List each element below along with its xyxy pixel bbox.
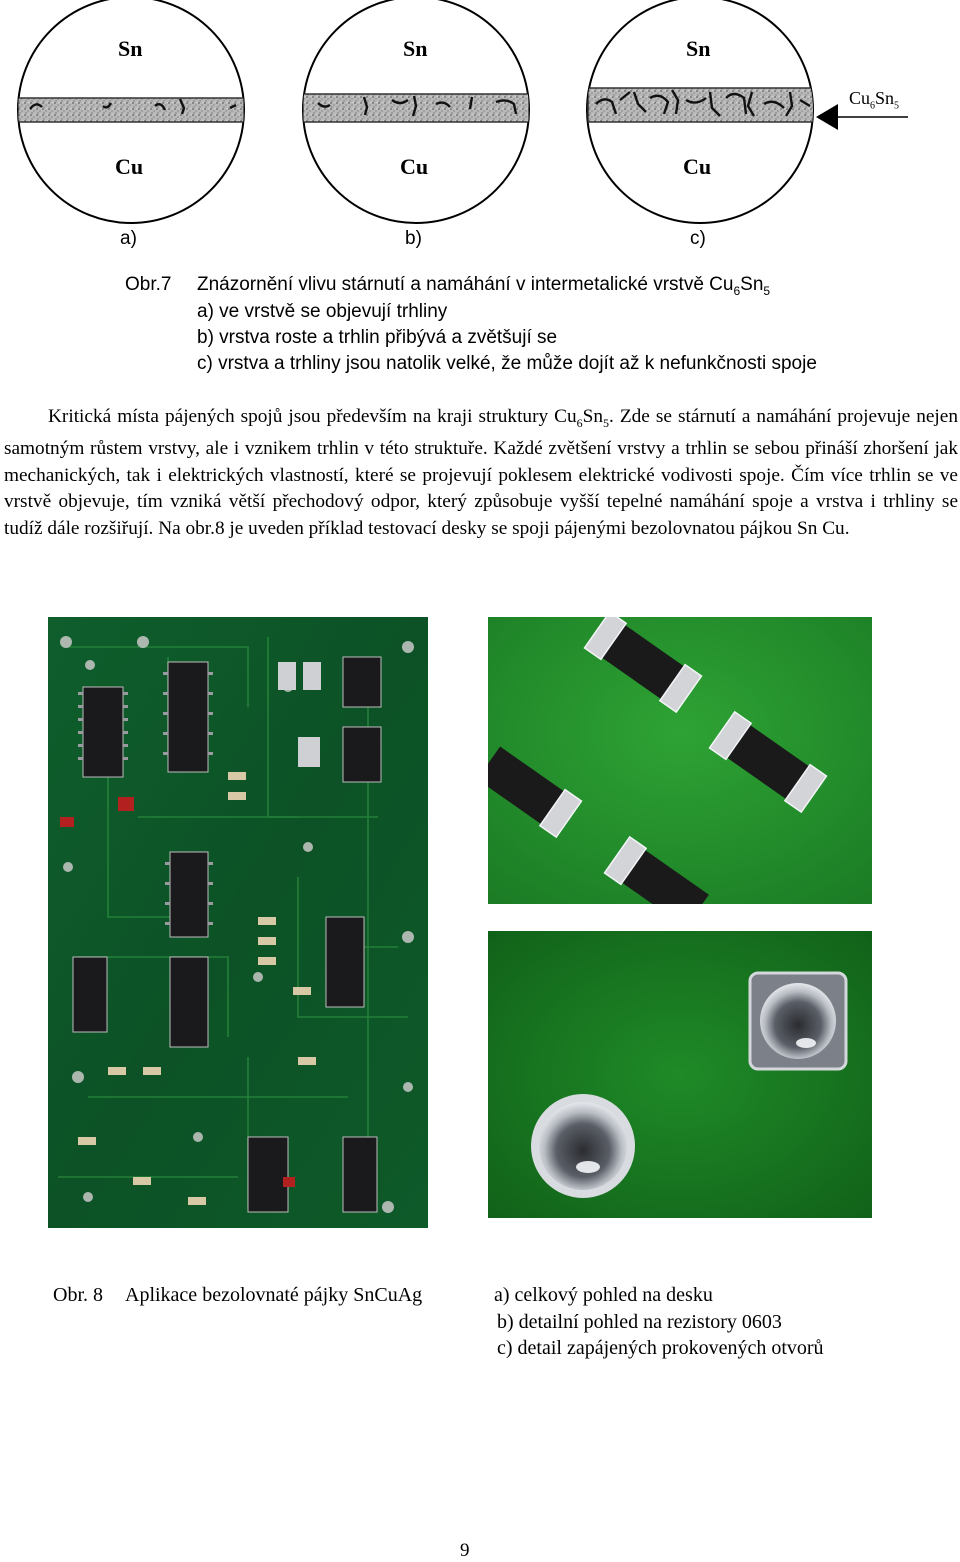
body-paragraph: Kritická místa pájených spojů jsou především na kraji struktury $Cu_6Sn_5$. Zde se stárnutí a namáhání projevuje nejen samotným růstem vrstvy, ale i vznikem trhlin v této struktuře. Každé zvětšení vrstvy a trhlin se sebou přináší zhoršení jak mechanických, tak i elektrických vlastností, které se projevují poklesem elektrické vodivosti spoje. Čím více trhlin se ve vrstvě objevuje, tím vzniká větší přechodový odpor, který způsobuje vyšší tepelné namáhání spoje a vrstva i trhliny se tudíž dále rozšiřují. Na obr.8 je uveden příklad testovací desky se spoji pájenými bezolovnatou pájkou Sn Cu. bbox=[4, 406, 958, 539]
caption-8-item-b: b) detailní pohled na rezistory 0603 bbox=[497, 1311, 782, 1333]
caption-8-item-c: c) detail zapájených prokovených otvorů bbox=[497, 1337, 824, 1359]
caption-8-item-a: a) celkový pohled na desku bbox=[494, 1284, 713, 1306]
panel-a-bottom-label: Cu bbox=[115, 154, 144, 179]
caption-7-item-a: a) ve vrstvě se objevují trhliny bbox=[197, 301, 448, 322]
photo-plated-through-holes bbox=[488, 931, 872, 1218]
arrow-label: $Cu_6Sn_5$ bbox=[849, 88, 900, 112]
caption-7-item-b: b) vrstva roste a trhlin přibývá a zvětšují se bbox=[197, 327, 558, 348]
panel-b-top-label: Sn bbox=[403, 36, 428, 61]
photo-resistors-0603 bbox=[488, 617, 872, 904]
photo-pcb-overview bbox=[48, 617, 428, 1228]
panel-a-caption-label: a) bbox=[120, 228, 137, 249]
page-number: 9 bbox=[460, 1540, 470, 1561]
panel-c-bottom-label: Cu bbox=[683, 154, 712, 179]
panel-c-top-label: Sn bbox=[686, 36, 711, 61]
panel-a-top-label: Sn bbox=[118, 36, 143, 61]
panel-b bbox=[303, 0, 529, 223]
caption-8-title: Aplikace bezolovnaté pájky SnCuAg bbox=[125, 1284, 423, 1306]
caption-7-item-c: c) vrstva a trhliny jsou natolik velké, že může dojít až k nefunkčnosti spoje bbox=[197, 353, 817, 374]
panel-b-bottom-label: Cu bbox=[400, 154, 429, 179]
panel-a bbox=[18, 0, 244, 223]
caption-7-title: Znázornění vlivu stárnutí a namáhání v intermetalické vrstvě $Cu_6Sn_5$ bbox=[197, 274, 771, 298]
intermetallic-layer-a bbox=[18, 98, 244, 122]
panel-c bbox=[587, 0, 814, 223]
panel-b-caption-label: b) bbox=[405, 228, 422, 249]
figure-7-diagram bbox=[0, 0, 960, 260]
caption-8-prefix: Obr. 8 bbox=[53, 1284, 103, 1306]
caption-7-prefix: Obr.7 bbox=[125, 274, 172, 295]
panel-c-caption-label: c) bbox=[690, 228, 706, 249]
